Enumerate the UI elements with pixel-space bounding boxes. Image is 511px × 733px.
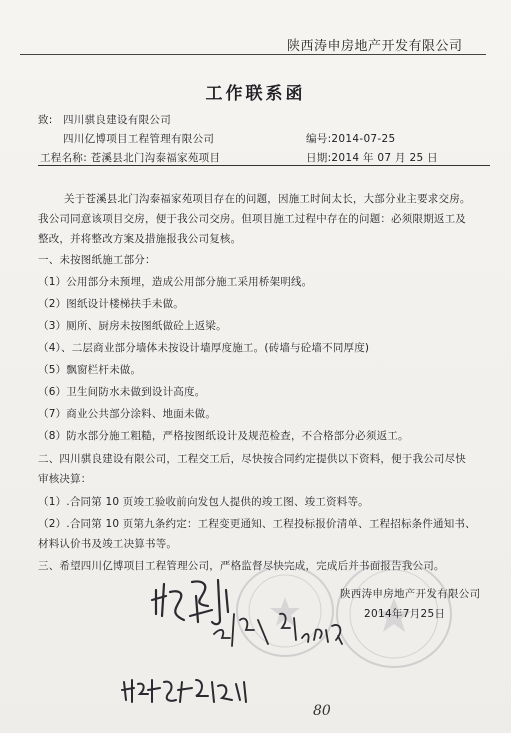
list-item: （8）防水部分施工粗糙，严格按图纸设计及规范检查，不合格部分必须返工。 <box>38 430 409 442</box>
list-item: （1）公用部分未预埋，造成公用部分施工采用桥架明线。 <box>38 276 313 288</box>
list-item: （2）.合同第 10 页第九条约定：工程变更通知、工程投标报价清单、工程招标条件通知书、 <box>38 518 476 530</box>
section-2-heading: 二、四川骐良建设有限公司，工程交工后，尽快按合同约定提供以下资料，便于我公司尽快 <box>38 453 466 465</box>
intro-line-1: 关于苍溪县北门沟泰福家苑项目存在的问题，因施工时间太长，大部分业主要求交房。 <box>64 193 471 205</box>
section-3: 三、希望四川亿博项目工程管理公司，严格监督尽快完成，完成后并书面报告我公司。 <box>38 560 445 572</box>
section-2-heading-cont: 审核决算： <box>38 473 92 485</box>
addressee-secondary: 四川亿博项目工程管理有限公司 <box>63 133 215 145</box>
intro-line-3: 整改，并将整改方案及措施报我公司复核。 <box>38 233 242 245</box>
handwritten-supervision-signature <box>118 672 258 708</box>
project-underline <box>38 165 490 166</box>
list-item: （6）卫生间防水未做到设计高度。 <box>38 386 206 398</box>
header-divider <box>20 54 486 55</box>
handwritten-date <box>210 600 350 652</box>
list-item: （7）商业公共部分涂料、地面未做。 <box>38 408 217 420</box>
to-label: 致: <box>38 114 53 126</box>
document-number: 编号:2014-07-25 <box>306 133 396 145</box>
page-number: 80 <box>313 703 331 719</box>
header-company: 陕西涛申房地产开发有限公司 <box>287 39 463 54</box>
intro-line-2: 我公司同意该项目交房，便于我公司交房。但项目施工过程中存在的问题：必须限期返工及 <box>38 213 466 225</box>
addressee-primary: 四川骐良建设有限公司 <box>63 114 171 126</box>
list-item: （3）厕所、厨房未按图纸做砼上返梁。 <box>38 320 227 332</box>
list-item-cont: 材料认价书及竣工决算书等。 <box>38 538 178 550</box>
section-1-heading: 一、未按图纸施工部分： <box>38 254 156 266</box>
document-title: 工作联系函 <box>205 84 306 104</box>
footer-date: 2014年7月25日 <box>364 608 446 620</box>
list-item: （2）图纸设计楼梯扶手未做。 <box>38 298 184 310</box>
project-name: 工程名称: 苍溪县北门沟泰福家苑项目 <box>40 152 221 164</box>
list-item: （4）、二层商业部分墙体未按设计墙厚度施工。(砖墙与砼墙不同厚度) <box>38 342 370 354</box>
footer-company: 陕西涛申房地产开发有限公司 <box>340 588 481 600</box>
list-item: （5）飘窗栏杆未做。 <box>38 364 142 376</box>
list-item: （1）.合同第 10 页竣工验收前向发包人提供的竣工图、竣工资料等。 <box>38 496 369 508</box>
document-date: 日期:2014 年 07 月 25 日 <box>306 152 438 164</box>
